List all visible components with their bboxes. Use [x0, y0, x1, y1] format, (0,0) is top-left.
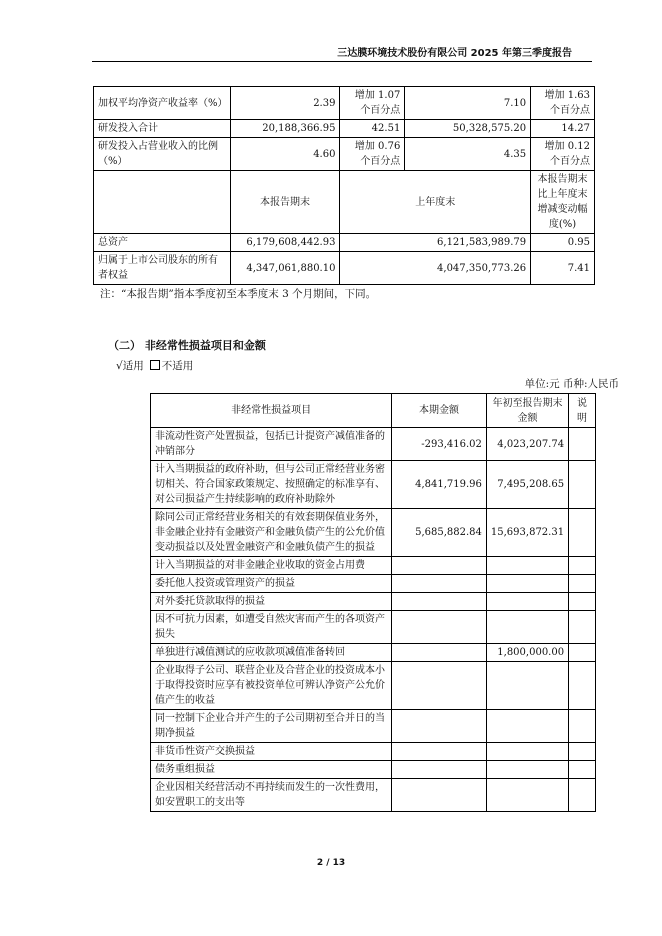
table-row: [94, 252, 595, 285]
col-prev-year-end: 上年度末: [340, 171, 531, 234]
current-amount: 5,685,882.84: [392, 509, 487, 557]
note-cell: [569, 710, 596, 743]
financial-indicators-table: [93, 86, 595, 285]
table-row: [151, 509, 596, 557]
note-cell: [569, 743, 596, 761]
ytd-amount: 1,800,000.00: [486, 644, 568, 662]
ytd-amount: [486, 593, 568, 611]
current-amount: [392, 557, 487, 575]
ytd-amount: [486, 575, 568, 593]
current-value: 2.39: [230, 87, 340, 120]
note-cell: [569, 509, 596, 557]
ytd-change: 增加 0.12 个百分点: [531, 138, 595, 171]
current-amount: [392, 644, 487, 662]
current-amount: [392, 710, 487, 743]
table-row: [151, 743, 596, 761]
table-row: [151, 662, 596, 710]
note-cell: [569, 428, 596, 461]
table-row: [151, 593, 596, 611]
col-change: 本报告期末比上年度末增减变动幅度(%): [531, 171, 595, 234]
ytd-amount: 7,495,208.65: [486, 461, 568, 509]
applicability: [116, 358, 193, 373]
period-end-value: 4,347,061,880.10: [230, 252, 340, 285]
note-cell: [569, 575, 596, 593]
page-header: 三达膜环境技术股份有限公司 2025 年第三季度报告: [337, 48, 572, 59]
current-amount: 4,841,719.96: [392, 461, 487, 509]
current-amount: [392, 761, 487, 779]
ytd-amount: [486, 761, 568, 779]
table-row: [151, 557, 596, 575]
table-row: [151, 611, 596, 644]
item-label: 委托他人投资或管理资产的损益: [151, 575, 392, 593]
ytd-amount: 15,693,872.31: [486, 509, 568, 557]
item-label: 对外委托贷款取得的损益: [151, 593, 392, 611]
table-subheader-row: [94, 171, 595, 234]
note-cell: [569, 644, 596, 662]
note-cell: [569, 593, 596, 611]
change-value: 0.95: [531, 234, 595, 252]
ytd-value: 7.10: [405, 87, 531, 120]
table-row: [94, 87, 595, 120]
current-amount: [392, 743, 487, 761]
current-amount: [392, 575, 487, 593]
ytd-change: 14.27: [531, 120, 595, 138]
non-recurring-items-table: [150, 393, 596, 812]
current-amount: -293,416.02: [392, 428, 487, 461]
item-label: 计入当期损益的对非金融企业收取的资金占用费: [151, 557, 392, 575]
ytd-value: 4.35: [405, 138, 531, 171]
row-label: 归属于上市公司股东的所有者权益: [94, 252, 231, 285]
note-cell: [569, 761, 596, 779]
row-label: 研发投入占营业收入的比例（%）: [94, 138, 231, 171]
ytd-amount: 4,023,207.74: [486, 428, 568, 461]
item-label: 非流动性资产处置损益，包括已计提资产减值准备的冲销部分: [151, 428, 392, 461]
current-amount: [392, 662, 487, 710]
col-period-end: 本报告期末: [230, 171, 340, 234]
checkbox-icon: [150, 360, 160, 370]
item-label: 单独进行减值测试的应收款项减值准备转回: [151, 644, 392, 662]
ytd-amount: [486, 662, 568, 710]
header-ytd: 年初至报告期末金额: [486, 394, 568, 428]
ytd-amount: [486, 557, 568, 575]
section-title: （二） 非经常性损益项目和金额: [108, 339, 266, 352]
header-note: 说明: [569, 394, 596, 428]
row-label: 总资产: [94, 234, 231, 252]
ytd-amount: [486, 743, 568, 761]
item-label: 企业因相关经营活动不再持续而发生的一次性费用，如安置职工的支出等: [151, 779, 392, 812]
item-label: 企业取得子公司、联营企业及合营企业的投资成本小于取得投资时应享有被投资单位可辨认净资产公允价值产生的收益: [151, 662, 392, 710]
applicable-checked: √适用: [116, 360, 144, 372]
ytd-value: 50,328,575.20: [405, 120, 531, 138]
row-label: 加权平均净资产收益率（%）: [94, 87, 231, 120]
table-row: [94, 138, 595, 171]
ytd-amount: [486, 779, 568, 812]
page-number: 2 / 13: [316, 858, 346, 868]
current-change: 42.51: [340, 120, 405, 138]
current-change: 增加 1.07 个百分点: [340, 87, 405, 120]
table-row: [151, 761, 596, 779]
note-cell: [569, 557, 596, 575]
note-cell: [569, 461, 596, 509]
item-label: 债务重组损益: [151, 761, 392, 779]
ytd-amount: [486, 611, 568, 644]
header-divider: [92, 61, 592, 62]
change-value: 7.41: [531, 252, 595, 285]
prev-year-end-value: 6,121,583,989.79: [340, 234, 531, 252]
unit-label: 单位:元 币种:人民币: [524, 378, 619, 390]
header-item: 非经常性损益项目: [151, 394, 392, 428]
prev-year-end-value: 4,047,350,773.26: [340, 252, 531, 285]
table-header-row: [151, 394, 596, 428]
note-cell: [569, 662, 596, 710]
period-end-value: 6,179,608,442.93: [230, 234, 340, 252]
item-label: 除同公司正常经营业务相关的有效套期保值业务外，非金融企业持有金融资产和金融负债产生的公允价值变动损益以及处置金融资产和金融负债产生的损益: [151, 509, 392, 557]
current-change: 增加 0.76 个百分点: [340, 138, 405, 171]
table-row: [94, 120, 595, 138]
item-label: 非货币性资产交换损益: [151, 743, 392, 761]
item-label: 因不可抗力因素，如遭受自然灾害而产生的各项资产损失: [151, 611, 392, 644]
item-label: 同一控制下企业合并产生的子公司期初至合并日的当期净损益: [151, 710, 392, 743]
note-cell: [569, 611, 596, 644]
note-cell: [569, 779, 596, 812]
header-current: 本期金额: [392, 394, 487, 428]
current-value: 4.60: [230, 138, 340, 171]
table-note: 注：“本报告期”指本季度初至本季度末 3 个月期间，下同。: [100, 288, 377, 300]
table-row: [151, 575, 596, 593]
table-row: [94, 234, 595, 252]
table-row: [151, 779, 596, 812]
table-row: [151, 461, 596, 509]
current-amount: [392, 593, 487, 611]
not-applicable: 不适用: [161, 360, 194, 372]
table-row: [151, 710, 596, 743]
ytd-amount: [486, 710, 568, 743]
item-label: 计入当期损益的政府补助，但与公司正常经营业务密切相关、符合国家政策规定、按照确定的标准享有、对公司损益产生持续影响的政府补助除外: [151, 461, 392, 509]
current-amount: [392, 779, 487, 812]
ytd-change: 增加 1.63 个百分点: [531, 87, 595, 120]
current-value: 20,188,366.95: [230, 120, 340, 138]
current-amount: [392, 611, 487, 644]
row-label: 研发投入合计: [94, 120, 231, 138]
table-row: [151, 644, 596, 662]
table-row: [151, 428, 596, 461]
